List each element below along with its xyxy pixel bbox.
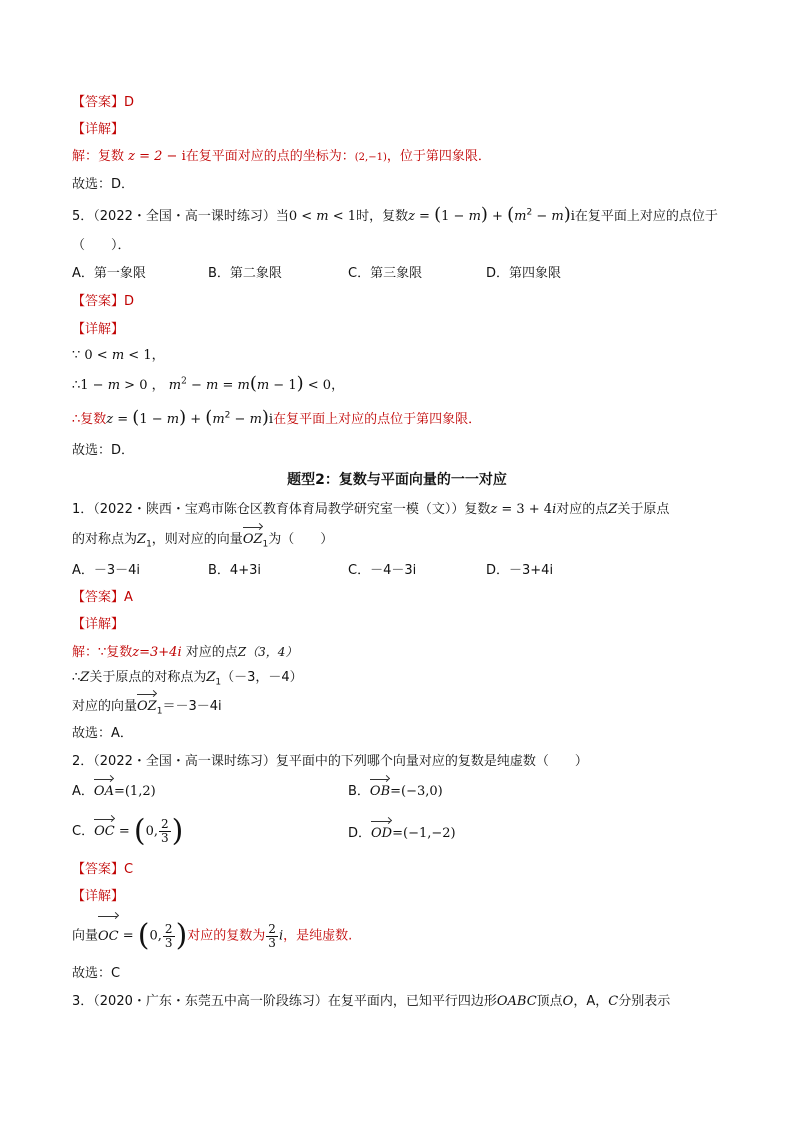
- option-d: D．第四象限: [486, 266, 562, 281]
- answer-tag: 【答案】: [72, 590, 125, 605]
- option-d-value: =(−1,−2): [392, 826, 456, 841]
- answer-tag: 【答案】: [72, 95, 125, 110]
- vector-oz1: OZ: [137, 697, 157, 717]
- solution-prefix: 解：复数: [72, 149, 125, 164]
- option-b-label: B．: [348, 784, 370, 799]
- problem-1-line2: 的对称点为$Z_1$，则对应的向量$OZ_1$为（ ）: [72, 532, 334, 550]
- answer-line: [72, 93, 134, 113]
- step-2-post: ，: [331, 378, 345, 393]
- formula-z: z = 2 −: [124, 149, 182, 164]
- detail-step-1: 向量OC = (0, $\frac{2}{3}$ )对应的复数为 $\frac{2}{3}$ i，是纯虚数.: [72, 918, 353, 953]
- solution-mid: 在复平面对应的点的坐标为：: [185, 149, 355, 164]
- problem-2-source: 2．（2022・全国・高一课时练习）复平面中的下列哪个向量对应的复数是纯虚数（ ）: [72, 754, 588, 769]
- detail-step-3: ∴复数$z = (1 - m) + (m^2 - m)i$在复平面上对应的点位于第四象限．: [72, 407, 482, 428]
- option-a-value: =(1,2): [113, 784, 156, 799]
- step-3-prefix: 对应的向量: [72, 699, 138, 714]
- answer-value: A: [124, 590, 133, 605]
- question-5-blank: [72, 236, 131, 256]
- step-1-mid: 对应的点: [181, 645, 238, 660]
- problem-3-tail: ，A，: [573, 994, 609, 1009]
- answer-line: [72, 588, 133, 608]
- detail-step-1: ∵ 0 < m < 1，: [72, 348, 165, 363]
- answer-tag: 【答案】: [72, 294, 125, 309]
- ineq-m: 0 < m < 1: [288, 209, 357, 224]
- step-1-mid: 对应的复数为: [187, 928, 266, 944]
- option-c: C．－4－3i: [348, 563, 417, 578]
- choose-text: 故选：A．: [72, 726, 133, 741]
- answer-line: [72, 860, 133, 880]
- option-c-label: C．: [72, 824, 95, 839]
- problem-1-mid: 对应的点: [556, 502, 609, 517]
- detail-tag: [72, 320, 124, 340]
- problem-2-options-cd: [72, 813, 722, 852]
- answer-value: C: [124, 862, 134, 877]
- detail-tag: [72, 887, 124, 907]
- choose-line: [72, 964, 120, 984]
- option-b: B．OB=(−3,0): [348, 782, 443, 802]
- problem-1-source: 1．（2022・陕西・宝鸡市陈仓区教育体育局教学研究室一模（文））复数: [72, 502, 491, 517]
- option-c: C．OC = (0, $\frac{2}{3}$ ): [72, 813, 184, 849]
- problem-3-line1: 3．（2020・广东・东莞五中高一阶段练习）在复平面内，已知平行四边形OABC顶点O，A，C分别表示: [72, 994, 671, 1009]
- answer-value: D: [124, 294, 135, 309]
- detail-label: 【详解】: [72, 322, 125, 337]
- problem-3-source: 3．（2020・广东・东莞五中高一阶段练习）在复平面内，已知平行四边形: [72, 994, 497, 1009]
- problem-1-line2-mid: ，则对应的向量: [151, 532, 243, 547]
- vector-oz1: OZ: [243, 530, 263, 550]
- answer-value: D: [124, 95, 135, 110]
- choose-line: [72, 441, 134, 461]
- option-a: A．OA=(1,2): [72, 782, 156, 802]
- step-2-point: （－3，－4）: [221, 670, 303, 685]
- question-5-line1: 5．（2022・全国・高一课时练习）当0 < m < 1时，复数$z = (1 - m) + (m^2 - m)i$在复平面上对应的点位于: [72, 204, 718, 225]
- solution-line: 解：复数 z = 2 − i在复平面对应的点的坐标为：(2,−1)，位于第四象限．: [72, 149, 491, 164]
- step-2-prefix: ∴: [72, 378, 81, 393]
- option-d: D．－3+4i: [486, 563, 554, 578]
- detail-tag: [72, 615, 124, 635]
- step-1-prefix: 向量: [72, 928, 99, 944]
- option-b: B．第二象限: [208, 266, 282, 281]
- choose-text: 故选：C: [72, 966, 121, 981]
- problem-1-options: [72, 561, 722, 581]
- detail-label: 【详解】: [72, 122, 125, 137]
- choose-text: 故选：D．: [72, 443, 135, 458]
- choose-text: 故选：D．: [72, 177, 135, 192]
- problem-1-line2-pre: 的对称点为: [72, 532, 138, 547]
- question-5-post: 在复平面上对应的点位于: [574, 209, 718, 224]
- step-3-post: ＝－3－4i: [162, 699, 222, 714]
- option-c: C．第三象限: [348, 266, 423, 281]
- detail-tag: [72, 120, 124, 140]
- option-d-label: D．: [348, 826, 372, 841]
- option-a-label: A．: [72, 784, 94, 799]
- point-coords: (2,−1): [354, 152, 387, 163]
- detail-label: 【详解】: [72, 617, 125, 632]
- option-b: B．4+3i: [208, 563, 261, 578]
- problem-1-line2-post: 为（ ）: [268, 532, 334, 547]
- step-1-prefix: 解：∵复数: [72, 645, 133, 660]
- step-1-point: Z（3，4）: [237, 645, 298, 659]
- formula-z-complex: z =: [408, 209, 435, 224]
- problem-1-mid2: 关于原点: [617, 502, 670, 517]
- step-1-z: z=3+4i: [132, 645, 182, 660]
- question-5-mid: 时，复数: [356, 209, 409, 224]
- answer-tag: 【答案】: [72, 862, 125, 877]
- problem-2-line1: [72, 752, 588, 772]
- option-a: A．第一象限: [72, 266, 146, 281]
- problem-3-tail2: 分别表示: [618, 994, 671, 1009]
- detail-step-2: ∴1 − m > 0 ， $m^2 - m = m(m - 1) < 0$，: [72, 373, 345, 394]
- step-3-prefix: ∴复数: [72, 412, 107, 427]
- step-1-post: ，: [151, 348, 165, 363]
- answer-line: [72, 292, 134, 312]
- question-5-source: 5．（2022・全国・高一课时练习）当: [72, 209, 289, 224]
- step-2-mid: 关于原点的对称点为: [89, 670, 207, 685]
- blank-paren: （ ）．: [72, 238, 131, 253]
- question-5-options: [72, 264, 722, 284]
- solution-post: ，位于第四象限．: [386, 149, 491, 164]
- step-3-post: 在复平面上对应的点位于第四象限．: [273, 412, 482, 427]
- detail-step-2: ∴Z关于原点的对称点为$Z_1(-3$，－4）: [72, 670, 303, 688]
- choose-line: [72, 175, 134, 195]
- option-b-value: =(−3,0): [390, 784, 443, 799]
- problem-3-mid: 顶点: [536, 994, 563, 1009]
- option-a: A．－3－4i: [72, 563, 141, 578]
- option-d: D．OD=(−1,−2): [348, 824, 456, 844]
- problem-1-line1: 1．（2022・陕西・宝鸡市陈仓区教育体育局教学研究室一模（文））复数z = 3 + 4i对应的点Z关于原点: [72, 502, 670, 517]
- step-2-prefix: ∴: [72, 670, 81, 685]
- problem-2-options-ab: [72, 782, 722, 804]
- choose-line: [72, 724, 133, 744]
- detail-label: 【详解】: [72, 889, 125, 904]
- detail-step-3: 对应的向量$OZ_1=-3-4i$: [72, 699, 222, 717]
- detail-step-1: [72, 642, 297, 663]
- step-1-post: ，是纯虚数.: [283, 928, 353, 944]
- section-heading: 题型2：复数与平面向量的一一对应: [287, 472, 507, 488]
